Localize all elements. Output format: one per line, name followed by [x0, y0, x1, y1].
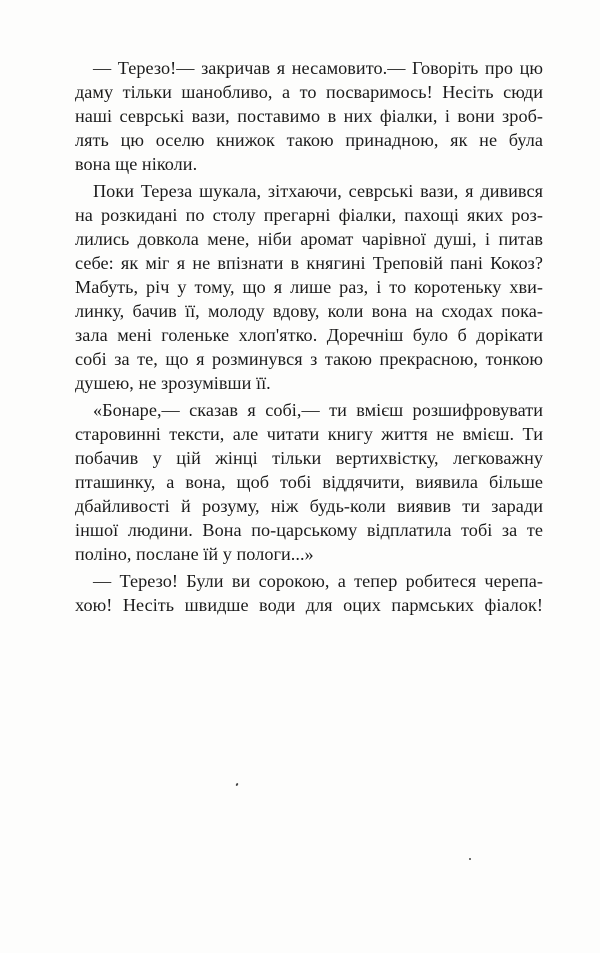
text-line: линку, бачив її, молоду вдову, коли вона на сходах пока-	[75, 301, 543, 321]
text-line: «Бонаре,— сказав я собі,— ти вмієш розшифровувати	[93, 400, 543, 420]
text-line: зала мені голеньке хлоп'ятко. Доречніш було б дорікати	[75, 325, 543, 345]
text-line: себе: як міг я не впізнати в княгині Треповій пані Кокоз?	[75, 253, 543, 273]
print-speck	[469, 858, 471, 860]
text-line: лились довкола мене, ніби аромат чарівної душі, і питав	[75, 229, 543, 249]
paragraph-4	[75, 569, 543, 617]
paragraph-2	[75, 179, 543, 395]
text-line: Поки Тереза шукала, зітхаючи, севрські вази, я дивився	[93, 181, 543, 201]
paragraph-1	[75, 56, 543, 176]
text-line: Мабуть, річ у тому, що я лише раз, і то коротеньку хви-	[75, 277, 543, 297]
text-line: на розкидані по столу прегарні фіалки, пахощі яких роз-	[75, 205, 543, 225]
text-line: даму тільки шанобливо, а то посваримось! Несіть сюди	[75, 82, 543, 102]
paragraph-3	[75, 398, 543, 566]
text-line: старовинні тексти, але читати книгу життя не вмієш. Ти	[75, 424, 543, 444]
text-line: — Терезо! Були ви сорокою, а тепер робитеся черепа-	[93, 571, 543, 591]
text-line: собі за те, що я розминувся з такою прекрасною, тонкою	[75, 349, 543, 369]
text-line: побачив у цій жінці тільки вертихвістку, легковажну	[75, 448, 543, 468]
text-line: дбайливості й розуму, ніж будь-коли виявив ти заради	[75, 496, 543, 516]
text-line: — Терезо!— закричав я несамовито.— Говоріть про цю	[93, 58, 543, 78]
text-line: хою! Несіть швидше води для оцих пармських фіалок!	[75, 595, 543, 615]
text-line: наші севрські вази, поставимо в них фіалки, і вони зроб-	[75, 106, 543, 126]
text-line: пташинку, а вона, щоб тобі віддячити, виявила більше	[75, 472, 543, 492]
text-line: лять цю оселю книжок такою принадною, як не була	[75, 130, 543, 150]
text-line: іншої людини. Вона по-царському відплатила тобі за те	[75, 520, 543, 540]
text-line: поліно, послане їй у пологи...»	[75, 544, 314, 564]
text-line: душею, не зрозумівши її.	[75, 373, 271, 393]
print-speck	[235, 783, 238, 787]
text-line: вона ще ніколи.	[75, 154, 198, 174]
page-text	[75, 56, 543, 617]
